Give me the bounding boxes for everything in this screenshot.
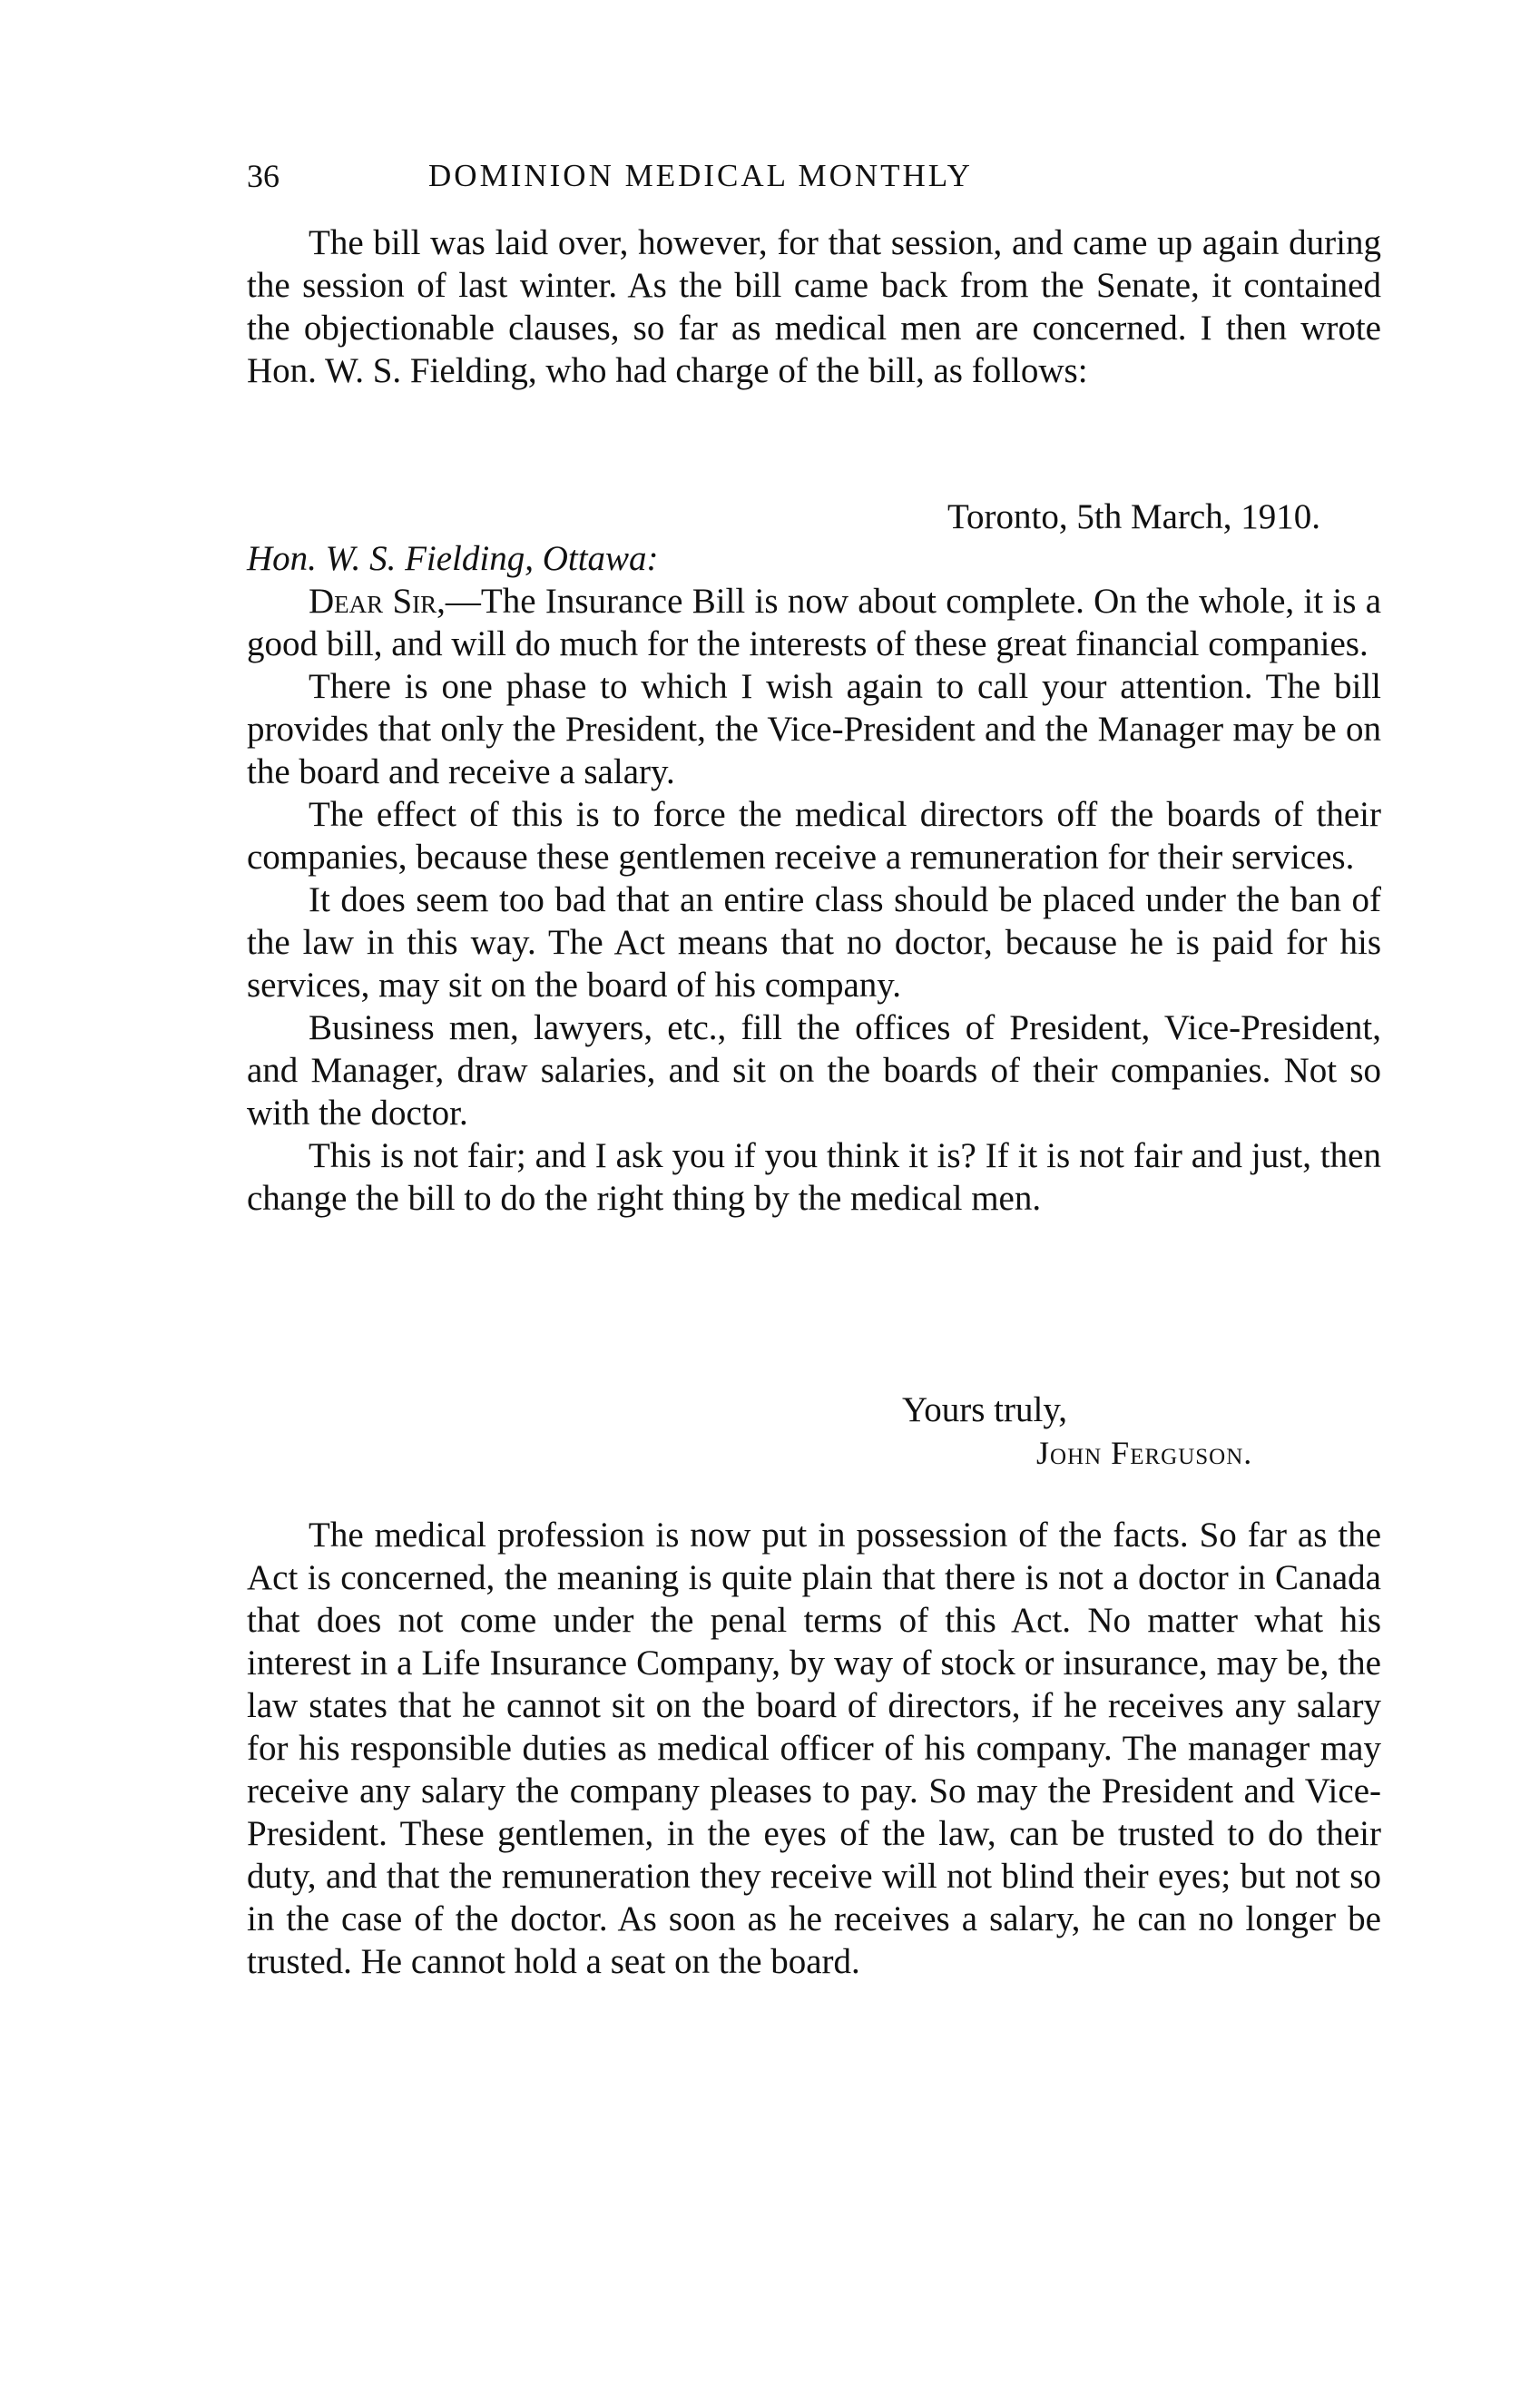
intro-section bbox=[247, 221, 1381, 392]
page-number: 36 bbox=[247, 158, 280, 194]
letter-salutation: Dear Sir, bbox=[309, 582, 446, 621]
letter-paragraph bbox=[247, 580, 1381, 665]
letter-paragraph: This is not fair; and I ask you if you think it is? If it is not fair and just, then change the bill to do the right thing by the medical men. bbox=[247, 1136, 1381, 1218]
letter-paragraph: Business men, lawyers, etc., fill the offices of President, Vice-President, and Manager, draw salaries, and sit on the boards of their companies. Not so with the doctor. bbox=[247, 1008, 1381, 1133]
letter-addressee: Hon. W. S. Fielding, Ottawa: bbox=[247, 539, 659, 578]
intro-paragraph: The bill was laid over, however, for that session, and came up again during the session of last winter. As the bill came back from the Senate, it contained the objectionable clauses, so far as medical men are concerned. I then wrote Hon. W. S. Fielding, who had charge of the bill, as follows: bbox=[247, 223, 1381, 390]
letter-closing: Yours truly, bbox=[902, 1390, 1068, 1429]
closing-section bbox=[247, 1514, 1381, 1983]
letter-paragraph: The effect of this is to force the medical directors off the boards of their companies, because these gentlemen receive a remuneration for their services. bbox=[247, 795, 1381, 877]
letter-date: Toronto, 5th March, 1910. bbox=[947, 497, 1320, 536]
letter-paragraph: It does seem too bad that an entire class should be placed under the ban of the law in this way. The Act means that no doctor, because he is paid for his services, may sit on the board of his company. bbox=[247, 880, 1381, 1005]
page-header bbox=[247, 154, 1154, 198]
letter-signature: John Ferguson. bbox=[1036, 1435, 1253, 1471]
running-title: DOMINION MEDICAL MONTHLY bbox=[428, 158, 973, 193]
letter-paragraph: There is one phase to which I wish again to call your attention. The bill provides that only the President, the Vice-President and the Manager may be on the board and receive a salary. bbox=[247, 667, 1381, 791]
letter-first-paragraph-text: —The Insurance Bill is now about complete. On the whole, it is a good bill, and will do much for the interests of these great financial companies. bbox=[247, 582, 1382, 663]
letter-body bbox=[247, 580, 1381, 1220]
closing-paragraph: The medical profession is now put in possession of the facts. So far as the Act is concerned, the meaning is quite plain that there is not a doctor in Canada that does not come under the penal terms of this Act. No matter what his interest in a Life Insurance Company, by way of stock or insurance, may be, the law states that he cannot sit on the board of directors, if he receives any salary for his responsible duties as medical officer of his company. The manager may receive any salary the company pleases to pay. So may the President and Vice-President. These gentlemen, in the eyes of the law, can be trusted to do their duty, and that the remuneration they receive will not blind their eyes; but not so in the case of the doctor. As soon as he receives a salary, he can no longer be trusted. He cannot hold a seat on the board. bbox=[247, 1516, 1381, 1981]
